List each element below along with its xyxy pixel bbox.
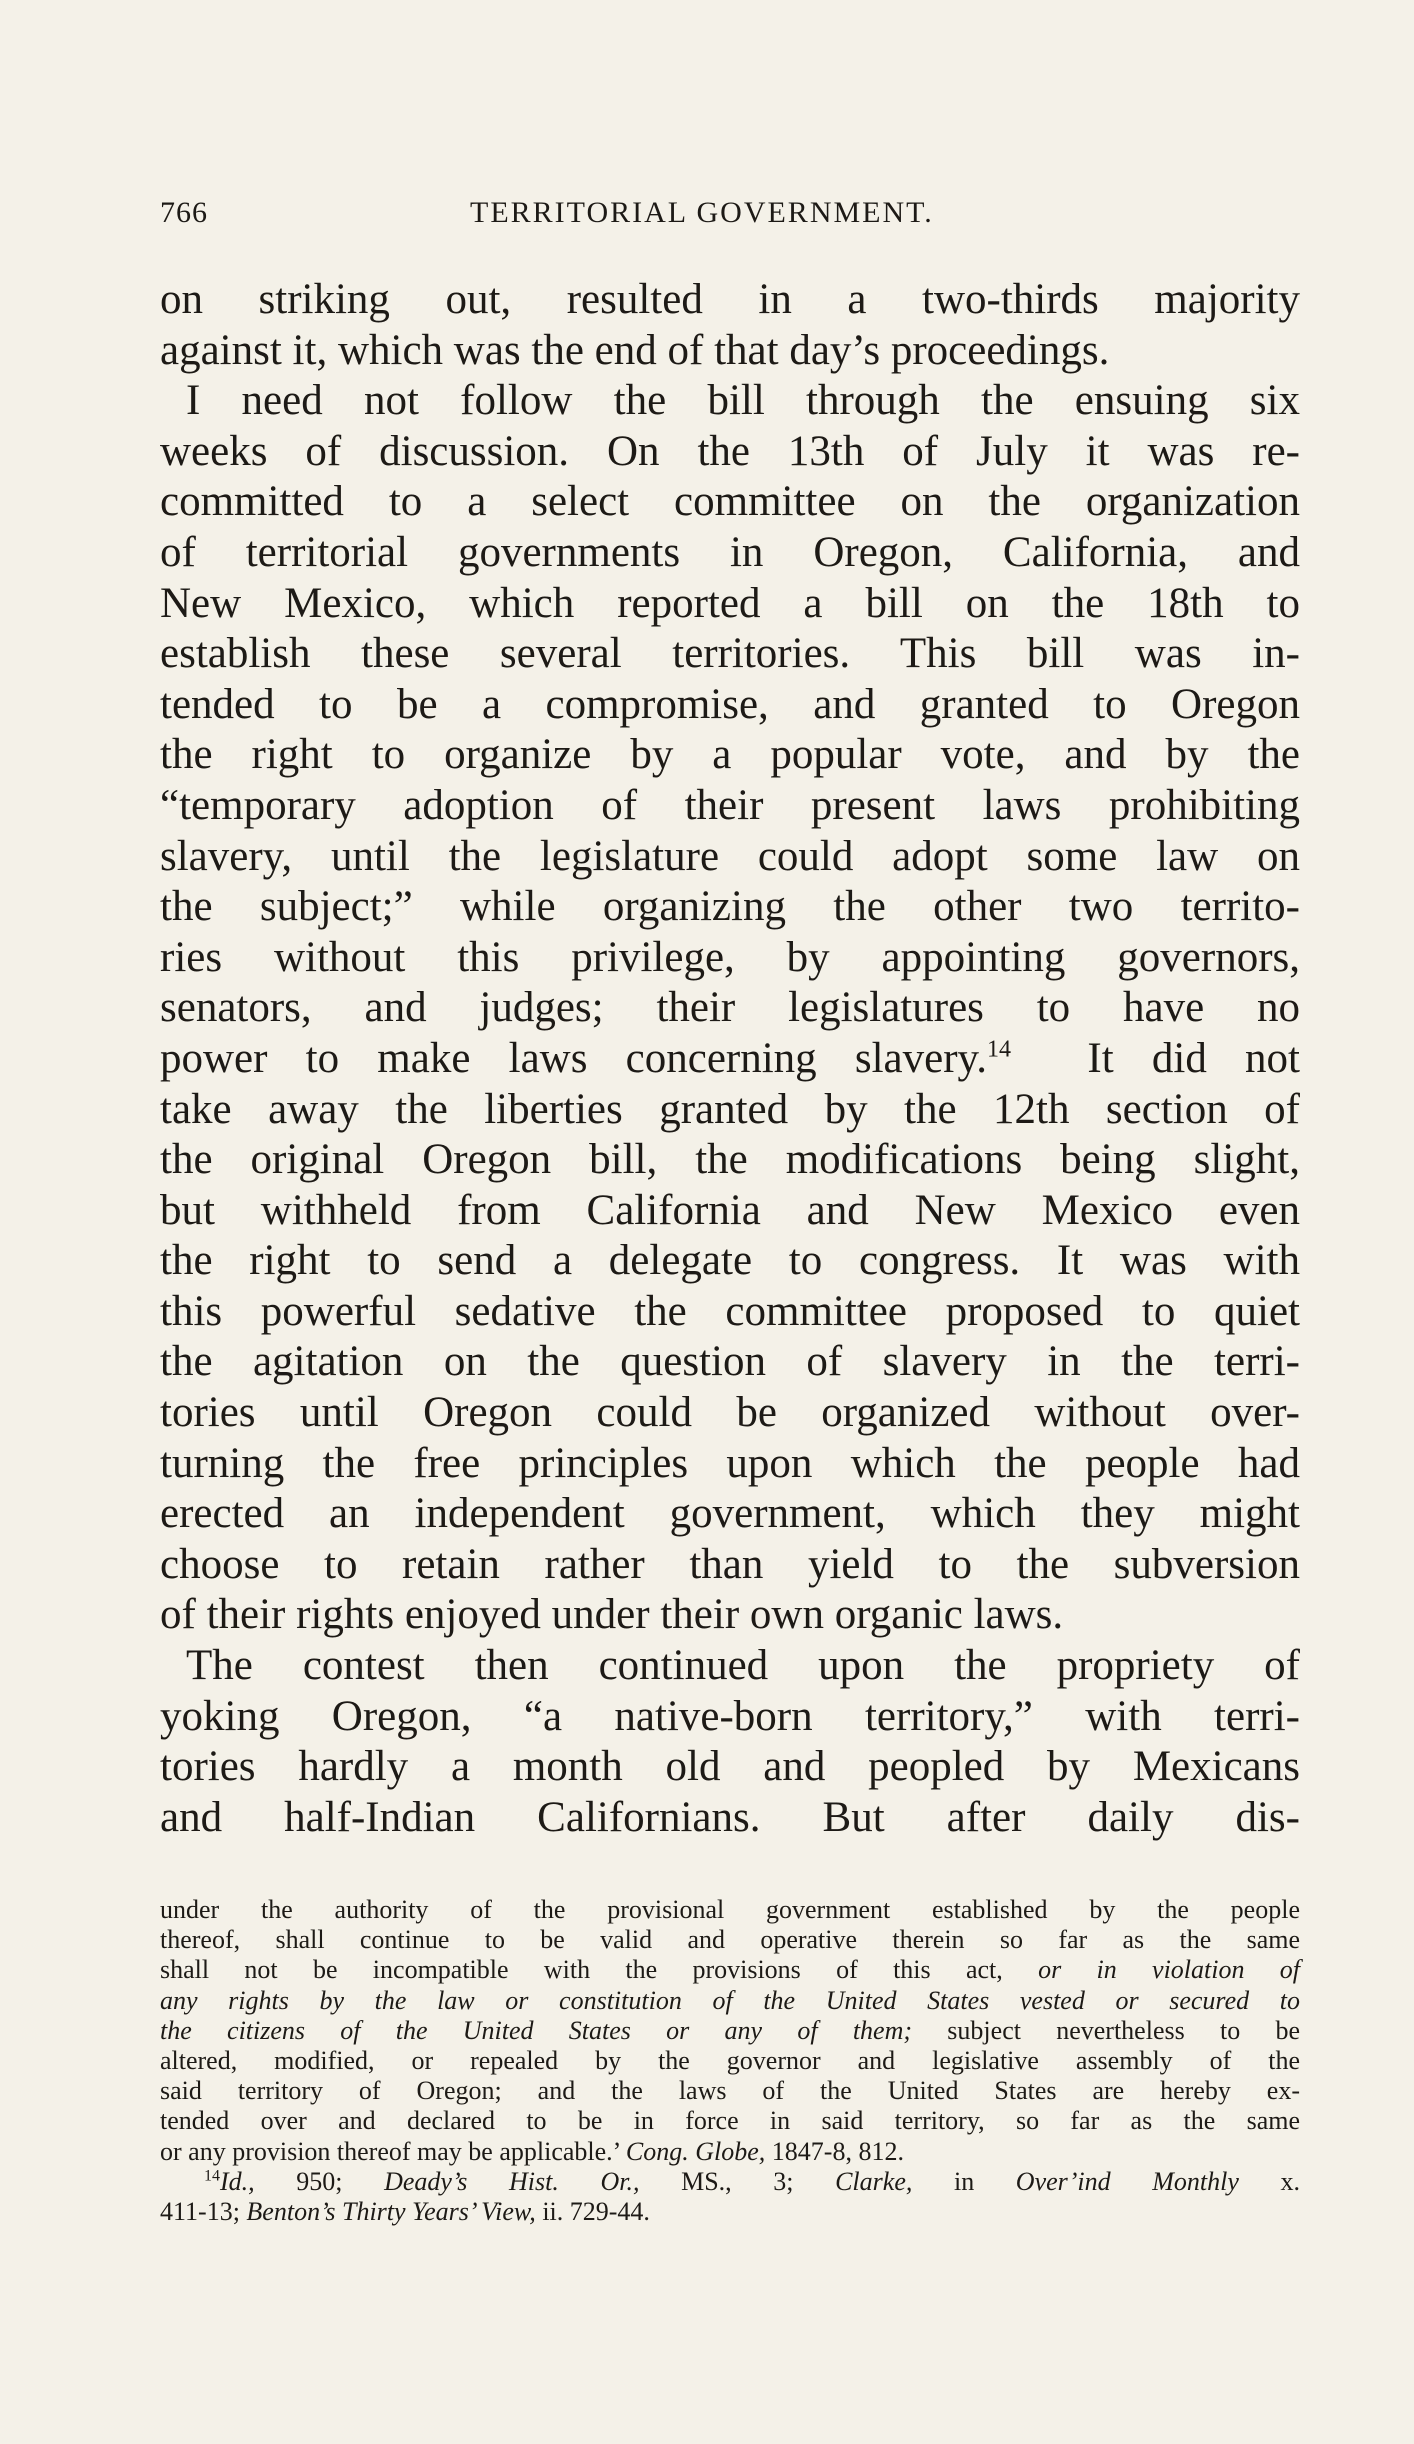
footnote-segment: or any provision thereof may be applicable.’ xyxy=(160,2136,626,2166)
text-line: of territorial governments in Oregon, California, and xyxy=(160,528,1300,576)
footnote-segment: MS., 3; xyxy=(639,2166,836,2196)
footnote-italic: the citizens of the United States or any of them; xyxy=(160,2015,913,2045)
text-line: “temporary adoption of their present laws prohibiting xyxy=(160,781,1300,829)
text-line: the right to send a delegate to congress. It was with xyxy=(160,1237,1300,1285)
text-line: yoking Oregon, “a native-born territory,” with terri- xyxy=(160,1692,1300,1740)
text-line-with-footnote xyxy=(160,1034,1300,1085)
footnote-segment: x. xyxy=(1238,2166,1300,2196)
footnote-line: altered, modified, or repealed by the governor and legislative assembly of the xyxy=(160,2046,1300,2076)
text-line: the subject;” while organizing the other two territo- xyxy=(160,883,1300,931)
footnote-reference: 14 xyxy=(987,1036,1012,1063)
footnote-line xyxy=(160,2016,1300,2046)
text-line: and half-Indian Californians. But after daily dis- xyxy=(160,1793,1300,1841)
footnote-segment: 950; xyxy=(254,2166,385,2196)
footnote-segment: in xyxy=(912,2166,1016,2196)
footnote-italic: any rights by the law or constitution of the United States vested or secured to xyxy=(160,1985,1300,2015)
footnote-segment: ii. 729-44. xyxy=(535,2197,650,2227)
page-header xyxy=(160,196,1290,244)
text-line: tories until Oregon could be organized without over- xyxy=(160,1389,1300,1437)
body-text xyxy=(160,275,1300,1843)
text-line: The contest then continued upon the propriety of xyxy=(186,1642,1300,1690)
text-segment: It did not xyxy=(1087,1034,1300,1082)
footnote-line: thereof, shall continue to be valid and operative therein so far as the same xyxy=(160,1925,1300,1955)
footnote-segment: 1847-8, 812. xyxy=(765,2136,904,2166)
footnote-line xyxy=(160,2197,1300,2227)
text-line: turning the free principles upon which the people had xyxy=(160,1439,1300,1487)
footnote-italic: or in violation of xyxy=(1038,1955,1301,1985)
footnote-citation: Benton’s Thirty Years’ View, xyxy=(246,2197,536,2227)
text-line: erected an independent government, which they might xyxy=(160,1490,1300,1538)
text-line: weeks of discussion. On the 13th of July it was re- xyxy=(160,427,1300,475)
text-line: slavery, until the legislature could adopt some law on xyxy=(160,832,1300,880)
text-segment: power to make laws concerning slavery. xyxy=(160,1034,988,1082)
footnote-line: tended over and declared to be in force in said territory, so far as the same xyxy=(160,2106,1300,2136)
text-line: tended to be a compromise, and granted to Oregon xyxy=(160,680,1300,728)
footnote-line xyxy=(160,2137,1300,2167)
text-line: against it, which was the end of that day’s proceedings. xyxy=(160,326,1110,374)
footnote-citation: Id., xyxy=(220,2166,255,2196)
footnote-line: said territory of Oregon; and the laws of the United States are hereby ex- xyxy=(160,2076,1300,2106)
text-line: establish these several territories. This bill was in- xyxy=(160,630,1300,678)
text-line: the right to organize by a popular vote, and by the xyxy=(160,731,1300,779)
footnote-line xyxy=(160,1986,1300,2016)
text-line: tories hardly a month old and peopled by Mexicans xyxy=(160,1743,1300,1791)
footnotes xyxy=(160,1895,1300,2227)
footnote-line xyxy=(160,1955,1300,1985)
text-line: New Mexico, which reported a bill on the 18th to xyxy=(160,579,1300,627)
text-line: take away the liberties granted by the 12th section of xyxy=(160,1085,1300,1133)
footnote-segment: shall not be incompatible with the provisions of this act, xyxy=(160,1955,1039,1985)
footnote-citation: Clarke, xyxy=(835,2166,913,2196)
text-line: of their rights enjoyed under their own organic laws. xyxy=(160,1591,1064,1639)
footnote-citation: Deady’s Hist. Or., xyxy=(384,2166,640,2196)
footnote-segment: 411-13; xyxy=(160,2197,247,2227)
footnote-line: under the authority of the provisional government established by the people xyxy=(160,1895,1300,1924)
text-line: ries without this privilege, by appointing governors, xyxy=(160,933,1300,981)
text-line: the original Oregon bill, the modifications being slight, xyxy=(160,1136,1300,1184)
page-number: 766 xyxy=(160,196,208,229)
footnote-segment: subject nevertheless to be xyxy=(912,2015,1301,2045)
text-line: on striking out, resulted in a two-thirds majority xyxy=(160,276,1300,323)
text-line: committed to a select committee on the organization xyxy=(160,478,1300,526)
footnote-citation: Over’ind Monthly xyxy=(1015,2166,1239,2196)
footnote-number: 14 xyxy=(204,2167,220,2185)
text-line: the agitation on the question of slavery in the terri- xyxy=(160,1338,1300,1386)
text-line: but withheld from California and New Mexico even xyxy=(160,1186,1300,1234)
footnote-14 xyxy=(160,2167,1300,2197)
footnote-citation: Cong. Globe, xyxy=(625,2136,766,2166)
text-line: I need not follow the bill through the ensuing six xyxy=(186,377,1300,425)
running-head: TERRITORIAL GOVERNMENT. xyxy=(470,196,934,229)
text-line: this powerful sedative the committee proposed to quiet xyxy=(160,1287,1300,1335)
text-line: choose to retain rather than yield to the subversion xyxy=(160,1540,1300,1588)
text-line: senators, and judges; their legislatures to have no xyxy=(160,984,1300,1032)
